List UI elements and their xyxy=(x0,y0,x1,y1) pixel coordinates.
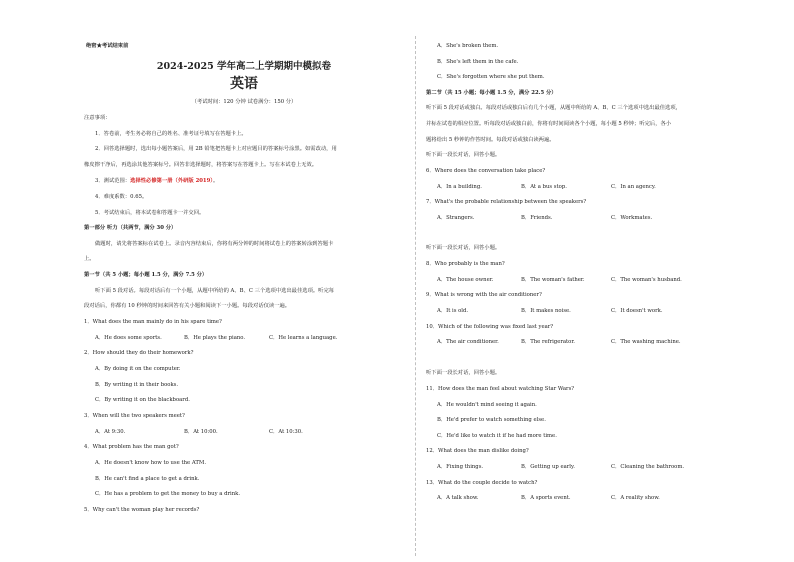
note-2-line1: 2．回答选择题时，选出每小题答案后，用 2B 铅笔把答题卡上对应题目的答案标号涂黑。如需改动，用 xyxy=(95,146,337,152)
question-3-option-b: B．At 10:00. xyxy=(184,429,218,435)
question-12-option-c: C．Cleaning the bathroom. xyxy=(611,464,685,470)
question-4-option-b: B．He can't find a place to get a drink. xyxy=(95,476,200,482)
question-3-option-a: A．At 9:30. xyxy=(95,429,126,435)
question-7-option-c: C．Workmates. xyxy=(611,215,653,221)
question-9-stem: 9．What is wrong with the air conditioner? xyxy=(426,292,542,298)
question-11-option-c: C．He'd like to watch it if he had more time. xyxy=(437,433,557,439)
listen-instruction-3: 听下面一段长对话，回答小题。 xyxy=(426,370,501,376)
question-9-option-b: B．It makes noise. xyxy=(521,308,571,314)
listen-instruction-2: 听下面一段长对话，回答小题。 xyxy=(426,245,501,251)
question-8-stem: 8．Who probably is the man? xyxy=(426,261,505,267)
section1-intro-line1: 听下面 5 段对话。每段对话后有一个小题，从题中所给的 A、B、C 三个选项中选出最佳选项。听完每 xyxy=(95,288,335,294)
question-8-option-a: A．The house owner. xyxy=(437,277,494,283)
note-3 xyxy=(95,178,218,185)
section1-intro-line2: 段对话后，你都有 10 秒钟的时间来回答有关小题和阅读下一小题。每段对话仅读一遍。 xyxy=(84,303,291,309)
question-4-option-c: C．He has a problem to get the money to buy a drink. xyxy=(95,491,241,497)
question-13-option-a: A．A talk show. xyxy=(437,495,479,501)
part1-intro-line1: 做题时，请先将答案标在试卷上。录音内容结束后，你将有两分钟的时间将试卷上的答案转涂到答题卡 xyxy=(95,241,334,247)
question-6-option-a: A．In a building. xyxy=(437,184,482,190)
question-8-option-c: C．The woman's husband. xyxy=(611,277,682,283)
question-12-option-a: A．Fixing things. xyxy=(437,464,484,470)
note-2-line2: 橡皮擦干净后，再选涂其他答案标号。回答非选择题时，将答案写在答题卡上。写在本试卷上无效。 xyxy=(84,162,318,168)
question-6-stem: 6．Where does the conversation take place? xyxy=(426,168,546,174)
section2-heading: 第二节（共 15 小题；每小题 1.5 分，满分 22.5 分） xyxy=(426,90,557,96)
question-10-option-b: B．The refrigerator. xyxy=(521,339,575,345)
question-7-option-b: B．Friends. xyxy=(521,215,553,221)
question-13-option-c: C．A reality show. xyxy=(611,495,660,501)
question-12-option-b: B．Getting up early. xyxy=(521,464,575,470)
question-1-stem: 1．What does the man mainly do in his spare time? xyxy=(84,319,222,325)
confidential-label: 绝密★考试结束前 xyxy=(86,43,129,49)
question-4-option-a: A．He doesn't know how to use the ATM. xyxy=(95,460,207,466)
section2-intro-line1: 听下面 5 段对话或独白。每段对话或独白后有几个小题，从题中所给的 A、B、C 三个选项中选出最佳选项， xyxy=(426,105,681,111)
part1-heading: 第一部分 听力（共两节，满分 30 分） xyxy=(84,225,177,231)
listen-instruction-1: 听下面一段长对话，回答小题。 xyxy=(426,152,501,158)
question-4-stem: 4．What problem has the man got? xyxy=(84,444,179,450)
question-9-option-a: A．It is old. xyxy=(437,308,469,314)
question-13-option-b: B．A sports event. xyxy=(521,495,571,501)
question-1-option-b: B．He plays the piano. xyxy=(184,335,246,341)
question-1-option-c: C．He learns a language. xyxy=(269,335,338,341)
question-5-option-c: C．She's forgotten where she put them. xyxy=(437,74,545,80)
question-2-stem: 2．How should they do their homework? xyxy=(84,350,194,356)
question-10-stem: 10．Which of the following was fixed last year? xyxy=(426,324,554,330)
question-5-option-b: B．She's left them in the cafe. xyxy=(437,59,519,65)
question-8-option-b: B．The woman's father. xyxy=(521,277,585,283)
question-9-option-c: C．It doesn't work. xyxy=(611,308,663,314)
question-7-stem: 7．What's the probable relationship between the speakers? xyxy=(426,199,587,205)
exam-info: （考试时间：120 分钟 试卷满分：150 分） xyxy=(191,99,297,105)
question-2-option-c: C．By writing it on the blackboard. xyxy=(95,397,190,403)
question-3-stem: 3．When will the two speakers meet? xyxy=(84,413,185,419)
exam-title: 2024-2025 学年高二上学期期中模拟卷 xyxy=(156,61,332,72)
question-3-option-c: C．At 10:30. xyxy=(269,429,303,435)
question-7-option-a: A．Strangers. xyxy=(437,215,475,221)
question-12-stem: 12．What does the man dislike doing? xyxy=(426,448,529,454)
section2-intro-line3: 题将给出 5 秒钟的作答时间。每段对话或独白读两遍。 xyxy=(426,137,555,143)
question-13-stem: 13．What do the couple decide to watch? xyxy=(426,480,538,486)
question-2-option-b: B．By writing it in their books. xyxy=(95,382,179,388)
question-10-option-c: C．The washing machine. xyxy=(611,339,681,345)
section1-heading: 第一节（共 5 小题；每小题 1.5 分，满分 7.5 分） xyxy=(84,272,208,278)
question-2-option-a: A．By doing it on the computer. xyxy=(95,366,181,372)
note-3-prefix: 3．测试范围： xyxy=(95,178,131,184)
note-5: 5．考试结束后，将本试卷和答题卡一并交回。 xyxy=(95,210,205,216)
question-5-option-a: A．She's broken them. xyxy=(437,43,499,49)
section2-intro-line2: 并标在试卷的相应位置。听每段对话或独白前，你将有时间阅读各个小题，每小题 5 秒钟；听完后，各小 xyxy=(426,121,672,127)
column-divider xyxy=(415,36,416,556)
question-6-option-c: C．In an agency. xyxy=(611,184,656,190)
note-3-suffix: 。 xyxy=(212,178,219,184)
question-6-option-b: B．At a bus stop. xyxy=(521,184,567,190)
left-column xyxy=(84,0,404,562)
test-scope: 选择性必修第一册（外研版 2019） xyxy=(130,178,213,184)
question-11-option-a: A．He wouldn't mind seeing it again. xyxy=(437,402,537,408)
note-1: 1．答卷前，考生务必将自己的姓名、准考证号填写在答题卡上。 xyxy=(95,131,247,137)
question-11-stem: 11．How does the man feel about watching Star Wars? xyxy=(426,386,575,392)
part1-intro-line2: 上。 xyxy=(84,256,95,262)
note-4: 4．难度系数：0.65。 xyxy=(95,194,148,200)
right-column xyxy=(426,0,726,562)
subject-title: 英语 xyxy=(230,76,258,92)
question-5-stem: 5．Why can't the woman play her records? xyxy=(84,507,200,513)
question-1-option-a: A．He does some sports. xyxy=(95,335,162,341)
question-10-option-a: A．The air conditioner. xyxy=(437,339,499,345)
notes-heading: 注意事项： xyxy=(84,115,111,121)
question-11-option-b: B．He'd prefer to watch something else. xyxy=(437,417,546,423)
